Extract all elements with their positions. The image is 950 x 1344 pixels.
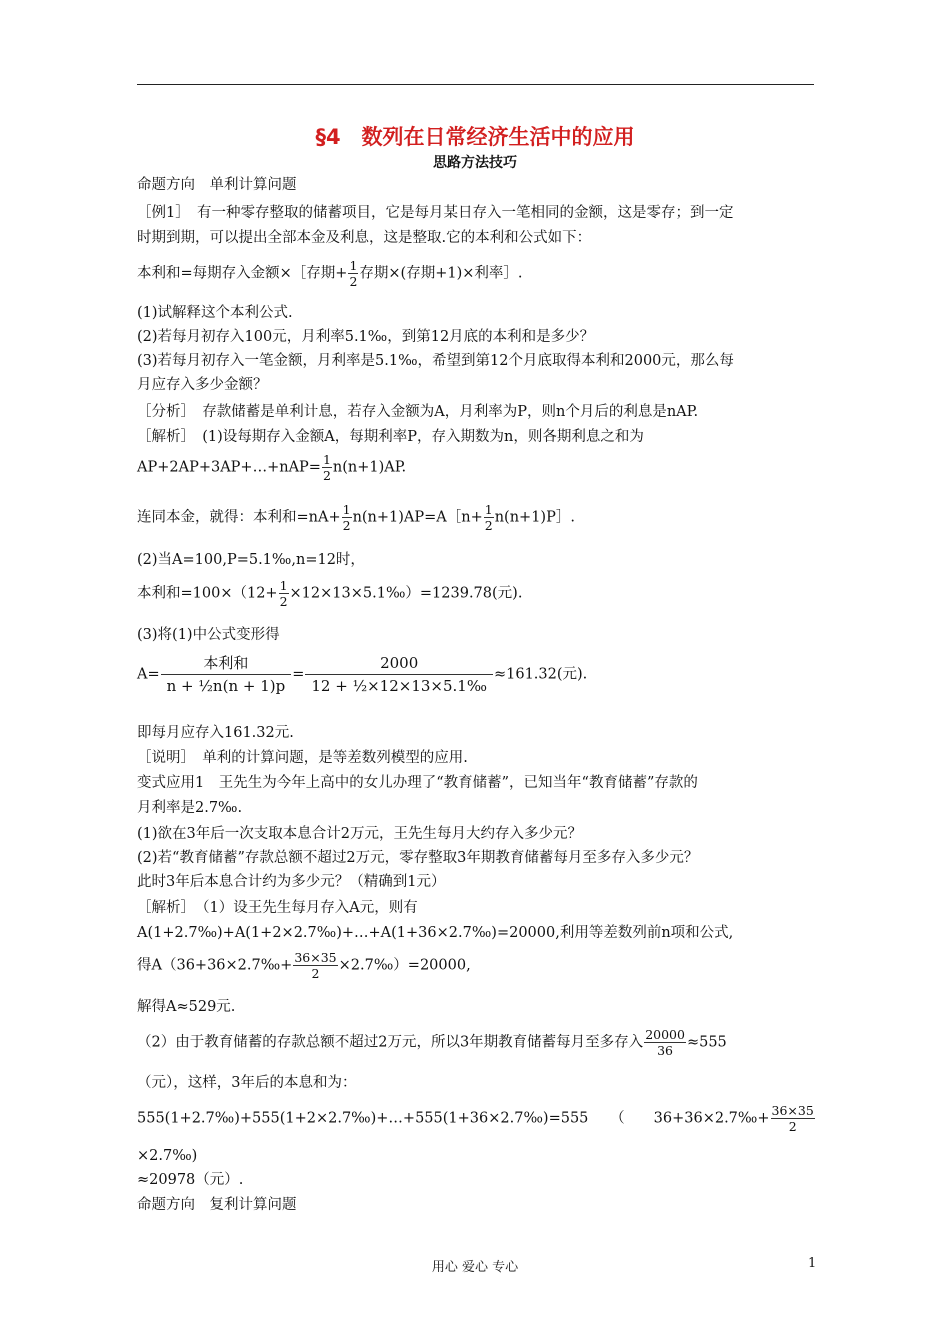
- fraction: $\frac{\text{本利和}}{\text{n + ½n(n + 1)p}}$: [161, 652, 292, 697]
- fraction: $\frac{1}{2}$: [279, 578, 288, 609]
- page-title: §4 数列在日常经济生活中的应用: [315, 125, 635, 149]
- variant-line: 变式应用1 王先生为今年上高中的女儿办理了“教育储蓄”，已知当年“教育储蓄”存款的: [137, 775, 698, 791]
- formula-line: [137, 578, 522, 609]
- topic-heading: 命题方向 复利计算问题: [137, 1197, 297, 1213]
- section-subtitle: 思路方法技巧: [433, 155, 517, 171]
- formula-text: 存期×(存期+1)×利率］.: [359, 265, 523, 282]
- result-line: ≈20978（元）.: [137, 1172, 244, 1188]
- formula-text: =: [292, 666, 305, 683]
- formula-line: [137, 1103, 816, 1134]
- solution-line: (2)当A=100,P=5.1‰,n=12时，: [137, 552, 365, 568]
- formula-text: n(n+1)AP.: [332, 459, 407, 476]
- formula-text: ×12×13×5.1‰）=1239.78(元).: [289, 585, 523, 602]
- fraction: $\frac{2000}{\text{12 + ½×12×13×5.1‰}}$: [305, 652, 493, 697]
- solution-line: ［解析］ （1）设王先生每月存入A元，则有: [137, 900, 418, 916]
- question-line: (1)欲在3年后一次支取本息合计2万元，王先生每月大约存入多少元？: [137, 826, 582, 842]
- solution-line: A(1+2.7‰)+A(1+2×2.7‰)+…+A(1+36×2.7‰)=20000,利用等差数列前n项和公式,: [137, 925, 734, 941]
- note-line: ［说明］ 单利的计算问题，是等差数列模型的应用.: [137, 750, 468, 766]
- solution-line: （元），这样，3年后的本息和为：: [137, 1075, 357, 1091]
- formula-text: n(n+1)P］.: [494, 509, 575, 526]
- solution-line: (3)将(1)中公式变形得: [137, 627, 280, 643]
- formula-text: ≈161.32(元).: [493, 666, 588, 683]
- formula-line: [137, 502, 575, 533]
- fraction: $\frac{1}{2}$: [349, 258, 358, 289]
- formula-text: （2）由于教育储蓄的存款总额不超过2万元，所以3年期教育储蓄每月至多存入: [137, 1034, 644, 1051]
- header-rule: [137, 84, 814, 85]
- formula-text: 555(1+2.7‰)+555(1+2×2.7‰)+…+555(1+36×2.7‰)=555 （ 36+36×2.7‰+: [137, 1110, 770, 1127]
- formula-text: AP+2AP+3AP+…+nAP=: [137, 459, 321, 476]
- solution-line: 即每月应存入161.32元.: [137, 725, 294, 741]
- fraction: $\frac{36\times 35}{2}$: [771, 1103, 814, 1134]
- formula-text: 本利和=每期存入金额×［存期+: [137, 265, 348, 282]
- question-line: (1)试解释这个本利公式.: [137, 305, 293, 321]
- fraction: $\frac{36\times 35}{2}$: [294, 950, 337, 981]
- solution-line: 解得A≈529元.: [137, 999, 236, 1015]
- formula-text: 连同本金，就得：本利和=nA+: [137, 509, 341, 526]
- question-line: 此时3年后本息合计约为多少元？（精确到1元）: [137, 874, 446, 890]
- example-line: ［例1］ 有一种零存整取的储蓄项目，它是每月某日存入一笔相同的金额，这是零存；到一定: [137, 205, 734, 221]
- question-line: (2)若“教育储蓄”存款总额不超过2万元，零存整取3年期教育储蓄每月至多存入多少元？: [137, 850, 699, 866]
- formula-text: ≈555: [686, 1034, 727, 1051]
- formula-text: 本利和=100×（12+: [137, 585, 278, 602]
- page-footer: 用心 爱心 专心: [431, 1260, 519, 1275]
- fraction: $\frac{20000}{36}$: [645, 1027, 685, 1058]
- formula-text: n(n+1)AP=A［n+: [352, 509, 483, 526]
- solution-line: ［解析］ (1)设每期存入金额A，每期利率P，存入期数为n，则各期利息之和为: [137, 429, 644, 445]
- question-line: 月应存入多少金额？: [137, 377, 268, 393]
- formula-text: A=: [137, 666, 160, 683]
- question-line: (3)若每月初存入一笔金额，月利率是5.1‰，希望到第12个月底取得本利和2000元，那么每: [137, 353, 734, 369]
- question-line: (2)若每月初存入100元，月利率5.1‰，到第12月底的本利和是多少？: [137, 329, 595, 345]
- formula-line: [137, 1027, 727, 1058]
- analysis-line: ［分析］ 存款储蓄是单利计息，若存入金额为A，月利率为P，则n个月后的利息是nAP.: [137, 404, 699, 420]
- formula-line: [137, 652, 587, 697]
- fraction: $\frac{1}{2}$: [342, 502, 351, 533]
- formula-line: [137, 258, 523, 289]
- formula-line: ×2.7‰): [137, 1148, 198, 1164]
- fraction: $\frac{1}{2}$: [322, 452, 331, 483]
- example-line: 时期到期，可以提出全部本金及利息，这是整取.它的本利和公式如下：: [137, 230, 592, 246]
- formula-line: [137, 452, 406, 483]
- fraction: $\frac{1}{2}$: [484, 502, 493, 533]
- topic-heading: 命题方向 单利计算问题: [137, 177, 297, 193]
- formula-line: [137, 950, 471, 981]
- formula-text: 得A（36+36×2.7‰+: [137, 957, 293, 974]
- variant-line: 月利率是2.7‰.: [137, 800, 243, 816]
- formula-text: ×2.7‰）=20000,: [338, 957, 471, 974]
- page-number: 1: [808, 1256, 817, 1271]
